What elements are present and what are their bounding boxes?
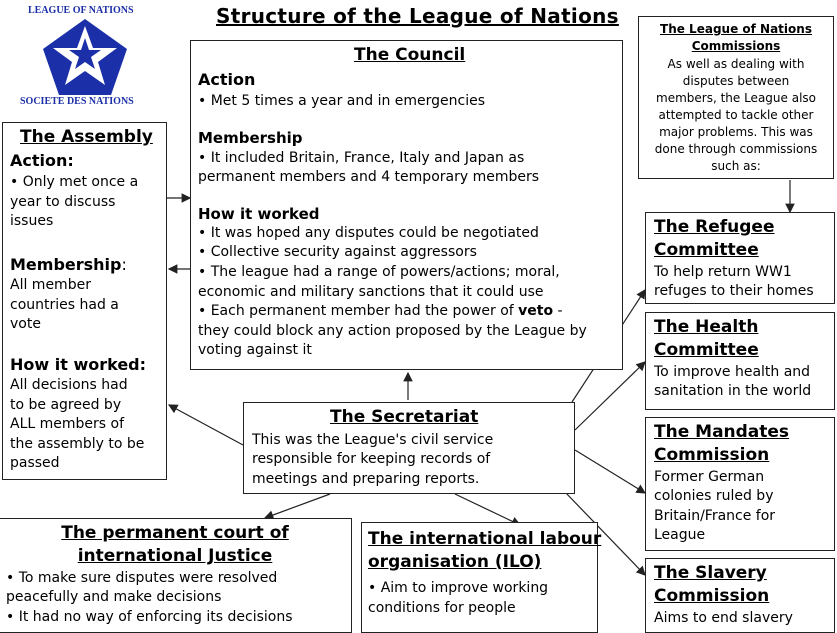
commissions-body-line: disputes between [682,74,790,88]
council-action-heading: Action [198,70,256,89]
ilo-box [361,522,602,633]
refugee-body-line: To help return WW1 [654,264,792,280]
slavery-commission-box [645,558,835,633]
commissions-heading: Commissions [691,39,781,53]
assembly-membership-line: All member [10,277,91,293]
ilo-heading: The international labour [368,529,602,549]
secretariat-body-line: responsible for keeping records of [252,451,491,467]
mandates-body-line: Britain/France for [654,508,776,524]
mandates-commission-box [645,417,835,551]
secretariat-heading: The Secretariat [330,407,479,427]
arrow-secretariat-to-ilo [455,494,520,525]
council-how-line: economic and military sanctions that it could use [198,284,544,300]
assembly-how-line: All decisions had [10,377,128,393]
council-membership-line: permanent members and 4 temporary members [198,169,540,185]
council-heading: The Council [354,45,466,65]
assembly-membership-word: Membership [10,255,122,274]
court-body-line: • It had no way of enforcing its decisions [6,609,293,625]
refugee-committee-box [645,212,835,304]
commissions-body-line: members, the League also [656,91,816,105]
ilo-heading: organisation (ILO) [368,552,542,572]
ilo-body-line: • Aim to improve working [368,580,549,596]
commissions-body-line: attempted to tackle other [658,108,814,122]
secretariat-body-line: meetings and preparing reports. [252,471,480,487]
slavery-body-line: Aims to end slavery [654,610,793,626]
mandates-body-line: Former German [654,469,765,485]
veto-suffix: - [553,303,563,319]
secretariat-body-line: This was the League's civil service [252,432,494,448]
council-how-line: • The league had a range of powers/actions; moral, [198,264,560,280]
health-committee-box [645,312,835,410]
slavery-heading: The Slavery [654,563,767,583]
council-membership-heading: Membership [198,129,303,147]
mandates-heading: Commission [654,445,770,465]
ilo-body-line: conditions for people [368,600,516,616]
veto-word: veto [518,303,554,319]
court-body-line: peacefully and make decisions [6,589,222,605]
assembly-action-heading: Action: [10,151,74,170]
secretariat-box [243,402,575,494]
arrow-secretariat-to-court [265,494,330,518]
assembly-how-heading: How it worked: [10,355,147,374]
council-action-line: • Met 5 times a year and in emergencies [198,93,486,109]
refugee-heading: The Refugee [654,217,775,237]
council-how-line: voting against it [198,342,312,358]
council-how-line-veto [198,302,563,322]
council-box [190,40,623,370]
logo-bottom-text: SOCIETE DES NATIONS [20,96,134,107]
mandates-body-line: League [654,527,706,543]
assembly-how-line: passed [10,455,60,471]
page-title: Structure of the League of Nations [216,4,619,28]
commissions-heading: The League of Nations [660,22,812,36]
health-heading: The Health [654,317,759,337]
council-how-line: • Collective security against aggressors [198,244,477,260]
court-body-line: • To make sure disputes were resolved [6,570,278,586]
commissions-body-line: major problems. This was [659,125,813,139]
commissions-body-line: such as: [711,159,761,173]
assembly-heading: The Assembly [20,127,153,147]
assembly-membership-line: vote [10,316,41,332]
arrow-secretariat-to-assembly [169,405,243,445]
logo-top-text: LEAGUE OF NATIONS [28,5,134,16]
court-heading: international Justice [77,546,273,566]
council-how-line: • It was hoped any disputes could be negotiated [198,225,539,241]
council-how-line: they could block any action proposed by the League by [198,323,587,339]
council-how-veto-lead: • Each permanent member had the power of [198,303,514,319]
assembly-membership-heading [10,255,127,274]
commissions-body-line: done through commissions [654,142,818,156]
council-membership-line: • It included Britain, France, Italy and Japan as [198,150,525,166]
court-heading: The permanent court of [61,523,289,543]
star-pentagon-icon [40,16,130,98]
refugee-body-line: refuges to their homes [654,283,814,299]
assembly-how-line: ALL members of [10,416,125,432]
assembly-membership-line: countries had a [10,297,119,313]
slavery-heading: Commission [654,586,770,606]
assembly-how-line: to be agreed by [10,397,122,413]
commissions-body-line: As well as dealing with [667,57,805,71]
arrow-secretariat-to-health [575,362,645,430]
council-how-heading: How it worked [198,205,320,223]
assembly-action-line: year to discuss [10,194,116,210]
health-body-line: To improve health and [654,364,811,380]
court-box [0,518,352,633]
health-body-line: sanitation in the world [654,383,812,399]
assembly-action-line: issues [10,213,54,229]
refugee-heading: Committee [654,240,759,260]
assembly-membership-colon: : [121,255,127,274]
mandates-body-line: colonies ruled by [654,488,774,504]
arrow-secretariat-to-mandates [575,450,645,493]
health-heading: Committee [654,340,759,360]
commissions-box [638,16,834,179]
assembly-how-line: the assembly to be [10,436,145,452]
assembly-box [2,122,167,480]
mandates-heading: The Mandates [654,422,790,442]
assembly-action-line: • Only met once a [10,174,139,190]
